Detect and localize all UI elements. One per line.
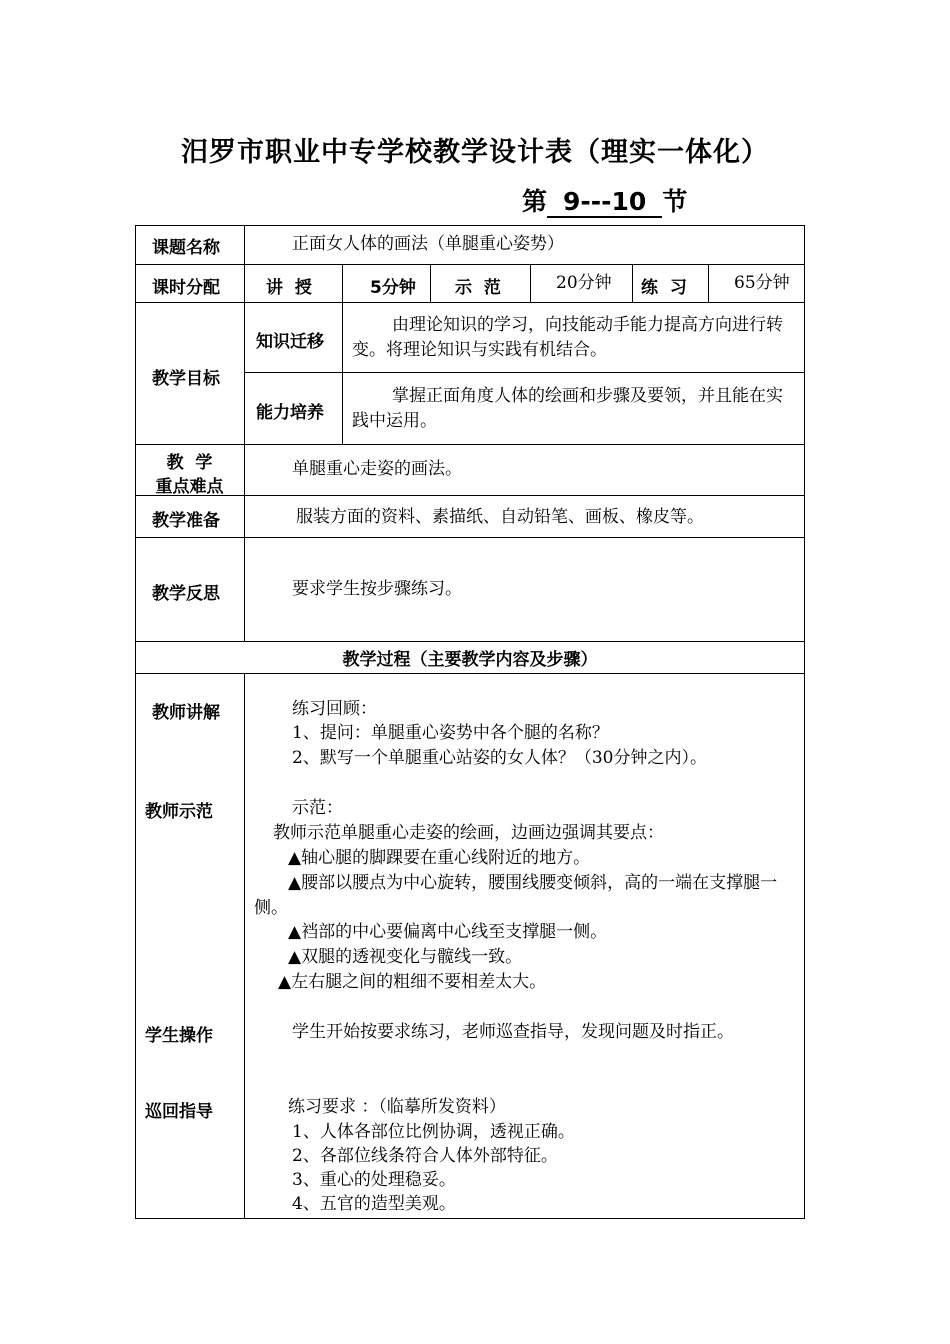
rule: [135, 302, 805, 303]
student-op-label: 学生操作: [145, 1026, 213, 1046]
reflection-value: 要求学生按步骤练习。: [292, 579, 462, 599]
key-points-value: 单腿重心走姿的画法。: [292, 459, 462, 479]
demo-label: 示 范: [455, 278, 501, 298]
demo-lead: 教师示范单腿重心走姿的绘画，边画边强调其要点：: [273, 823, 664, 843]
lesson-prefix: 第: [522, 187, 548, 216]
rule: [530, 264, 531, 302]
page-title: 汨罗市职业中专学校教学设计表（理实一体化）: [181, 137, 769, 168]
lesson-suffix: 节: [662, 187, 688, 216]
teacher-explain-label: 教师讲解: [152, 703, 220, 723]
knowledge-label: 知识迁移: [256, 332, 324, 352]
reflection-label: 教学反思: [152, 584, 220, 604]
rule: [632, 264, 633, 302]
rule: [244, 673, 245, 1219]
lecture-value: 5分钟: [370, 278, 416, 298]
rule: [430, 264, 431, 302]
explain-line: 练习回顾：: [292, 699, 377, 719]
lesson-number-value: 9---10: [547, 188, 662, 218]
guidance-line: 2、各部位线条符合人体外部特征。: [292, 1146, 558, 1166]
guidance-line: 4、五官的造型美观。: [292, 1194, 456, 1214]
rule: [708, 264, 709, 302]
practice-value: 65分钟: [734, 273, 790, 293]
topic-label: 课题名称: [152, 238, 220, 258]
rule: [244, 372, 805, 373]
lesson-number: [522, 182, 687, 218]
knowledge-text: 由理论知识的学习，向技能动手能力提高方向进行转变。将理论知识与实践有机结合。: [352, 315, 783, 360]
practice-label: 练 习: [641, 278, 687, 298]
preparation-value: 服装方面的资料、素描纸、自动铅笔、画板、橡皮等。: [296, 507, 704, 527]
lecture-label: 讲 授: [266, 278, 312, 298]
rule: [135, 673, 805, 674]
goals-label: 教学目标: [152, 369, 220, 389]
guidance-line: 3、重心的处理稳妥。: [292, 1170, 456, 1190]
demo-point: ▲双腿的透视变化与髋线一致。: [288, 947, 523, 967]
ability-text: 掌握正面角度人体的绘画和步骤及要领，并且能在实践中运用。: [352, 386, 783, 431]
rule: [244, 225, 245, 641]
guidance-line: 1、人体各部位比例协调，透视正确。: [292, 1122, 575, 1142]
rule: [135, 264, 805, 265]
key-points-label-line1: 教 学: [166, 453, 213, 473]
guidance-label: 巡回指导: [145, 1102, 213, 1122]
demo-intro: 示范：: [292, 798, 343, 818]
student-op-value: 学生开始按要求练习，老师巡查指导，发现问题及时指正。: [292, 1022, 734, 1042]
preparation-label: 教学准备: [152, 511, 220, 531]
ability-label: 能力培养: [256, 403, 324, 423]
demo-point: ▲左右腿之间的粗细不要相差太大。: [278, 972, 547, 992]
demo-point: ▲腰部以腰点为中心旋转，腰围线腰变倾斜，高的一端在支撑腿一侧。: [254, 873, 778, 918]
process-header: 教学过程（主要教学内容及步骤）: [342, 650, 598, 670]
demo-value: 20分钟: [556, 273, 612, 293]
explain-line: 1、提问：单腿重心姿势中各个腿的名称？: [292, 723, 609, 743]
guidance-line: 练习要求 ：（临摹所发资料）: [288, 1097, 506, 1117]
time-label: 课时分配: [152, 278, 220, 298]
topic-value: 正面女人体的画法（单腿重心姿势）: [292, 234, 564, 254]
demo-point: ▲裆部的中心要偏离中心线至支撑腿一侧。: [288, 922, 608, 942]
demo-point: ▲轴心腿的脚踝要在重心线附近的地方。: [288, 848, 591, 868]
rule: [135, 444, 805, 445]
key-points-label-line2: 重点难点: [155, 477, 224, 497]
rule: [135, 641, 805, 642]
explain-line: 2、默写一个单腿重心站姿的女人体？（30分钟之内）。: [292, 748, 707, 768]
rule: [135, 537, 805, 538]
teacher-demo-label: 教师示范: [145, 802, 213, 822]
rule: [342, 264, 343, 444]
